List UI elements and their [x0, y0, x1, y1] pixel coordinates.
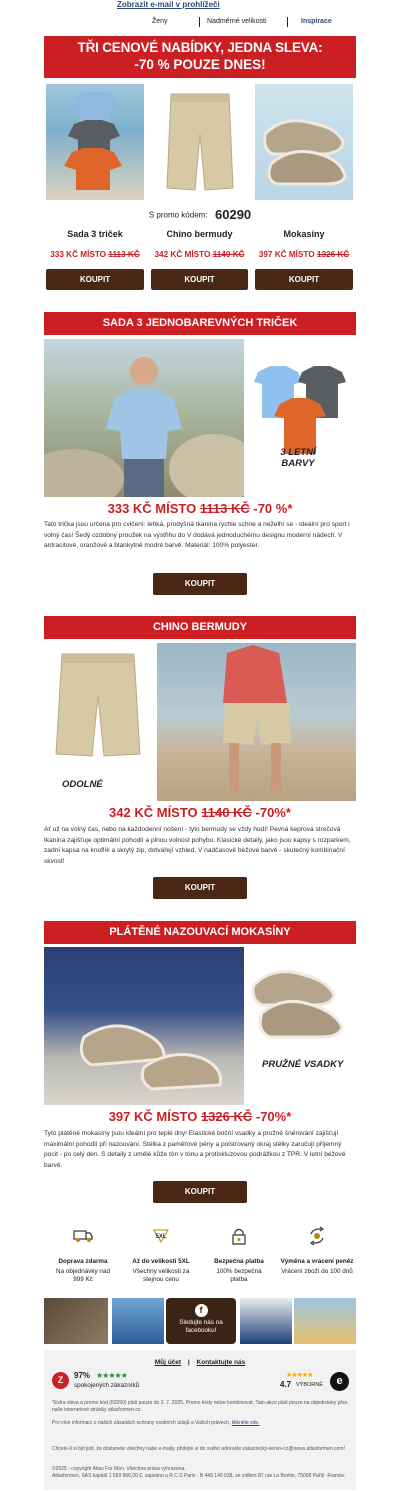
- moccasins-product-image[interactable]: [248, 955, 352, 1045]
- facebook-text: Sledujte nás na facebooku!: [179, 1319, 223, 1334]
- rating-text: spokojených zákazníků: [74, 1382, 140, 1389]
- hero-title-line2: -70 % POUZE DNES!: [134, 57, 266, 72]
- privacy-link[interactable]: klikněte zde.: [231, 1420, 260, 1426]
- hero-image-tshirts[interactable]: [46, 84, 144, 200]
- benefit-text: 100% bezpečná platba: [216, 1268, 262, 1283]
- nav-divider: [287, 17, 288, 27]
- strip-photo[interactable]: [294, 1298, 356, 1344]
- tshirts-trio-image[interactable]: [250, 362, 350, 457]
- section-description: Ať už na volný čas, nebo na každodenní nošení - tyto bermudy se vždy hodí! Pevná keprová strečová tkanina zajišťuje optimální pohodlí a plnou volnost pohybu. Klasické detaily, jako jsou kapsy s rozparkem, zadní kapsa na knoflík a skrytý zip, dotvářejí vzhled. V nadčasové béžové barvě - skutečný kombinační skvost!: [44, 826, 351, 865]
- my-account-link[interactable]: Můj účet: [154, 1359, 182, 1366]
- rating-stars-icon: ★★★★★: [96, 1371, 127, 1380]
- section-description: Tato trička jsou určena pro cvičení: lehká, prodyšná tkanina rychle schne a neželhí se - ideální pro sport i volný čas! Šedý ozdobný proužek na výstřihu do V dodává jednoduchému designu moderní nádech. V antracitové, oranžové a blankytně modré barvě. Materiál: 100% polyester.: [44, 521, 350, 549]
- benefit-item: [278, 1226, 356, 1276]
- benefits-row: [44, 1226, 356, 1296]
- section-price: [0, 501, 400, 516]
- address-book-note: Chcete-li si být jistí, že dostanete všechny naše e-maily, přidejte si do svého adresáře zákaznický-servis-cz@news.atlasformen.com!: [52, 1446, 345, 1452]
- promo-label: S promo kódem:: [148, 210, 208, 220]
- facebook-icon: f: [195, 1304, 208, 1317]
- footer-links: [44, 1359, 356, 1366]
- section-description: Tyto plátěné mokasíny jsou ideální pro teplé dny! Elastické boční vsadky a pružné šněrování zajišťují maximální pohodlí při nazouvání. Stélka z paměťové pěny a polstrovaný okraj stélky zaručují příjemný pocit - po celý den. S detaily z umělé kůže tón v tónu a protiskluzovou podrážkou z TPR. V letní béžové barvě.: [44, 1130, 346, 1169]
- moccasins-model-photo[interactable]: [44, 947, 244, 1105]
- bermudas-model-photo[interactable]: [157, 643, 356, 801]
- strip-photo[interactable]: [44, 1298, 108, 1344]
- rating-left: [52, 1371, 182, 1393]
- rating-right: [278, 1371, 352, 1395]
- hero-product-price: [255, 250, 353, 259]
- benefit-title: Až do velikosti 5XL: [132, 1258, 190, 1265]
- strip-photo[interactable]: [240, 1298, 292, 1344]
- shoes-on-pebbles-illustration: [44, 947, 244, 1105]
- nav-item-women[interactable]: Ženy: [152, 18, 168, 25]
- promo-code-row: [0, 206, 400, 224]
- hero-title-line1: TŘI CENOVÉ NABÍDKY, JEDNA SLEVA:: [77, 40, 323, 55]
- price-old: 1113 KČ: [199, 501, 250, 516]
- buy-button[interactable]: KOUPIT: [153, 877, 247, 899]
- section-title-bermudas: CHINO BERMUDY: [44, 616, 356, 639]
- price-discount: -70%*: [255, 805, 291, 820]
- tshirts-trio-illustration: [250, 362, 350, 457]
- price-old: 1140 KČ: [212, 250, 245, 259]
- price-now: 397 KČ MÍSTO: [258, 250, 315, 259]
- fine-print: *Extra sleva a promo kód (60290) platí pouze do 3. 7. 2025. Promo kódy nelze kombinovat. Tato akce platí pouze na objednávky přes naše internetové stránky atlasformen.cz.: [52, 1400, 348, 1413]
- nav-item-inspiration[interactable]: Inspirace: [301, 18, 332, 25]
- price-now: 342 KČ MÍSTO: [154, 250, 211, 259]
- rating-stars-icon: ★★★★★: [286, 1372, 313, 1379]
- hero-product-price: [151, 250, 248, 259]
- price-old: 1326 KČ: [200, 1109, 253, 1124]
- top-bar: [0, 0, 400, 12]
- privacy-note: [52, 1420, 348, 1427]
- tshirt-model-photo[interactable]: [44, 339, 244, 497]
- buy-button[interactable]: KOUPIT: [153, 1181, 247, 1203]
- section-price: [0, 805, 400, 820]
- price-discount: -70 %*: [253, 501, 293, 516]
- nav-item-plus-sizes[interactable]: Nadměrné velikosti: [207, 18, 267, 25]
- price-now: 333 KČ MÍSTO: [50, 250, 107, 259]
- hero-product-name: Sada 3 triček: [67, 229, 123, 239]
- hero-image-moccasins[interactable]: [255, 84, 353, 200]
- beach-model-illustration: [157, 643, 356, 801]
- tag-durable: ODOLNÉ: [62, 779, 103, 790]
- price-now: 333 KČ MÍSTO: [107, 501, 197, 516]
- benefit-item: [122, 1226, 200, 1284]
- moccasins-illustration: [255, 84, 353, 200]
- ekomi-logo-icon: e: [330, 1372, 349, 1391]
- model-illustration: [44, 339, 244, 497]
- tshirts-illustration: [46, 84, 144, 200]
- secure-lock-icon: [200, 1226, 278, 1246]
- section-title-tshirts: SADA 3 JEDNOBAREVNÝCH TRIČEK: [44, 312, 356, 335]
- rating-percent: 97%: [74, 1371, 91, 1380]
- section-title-moccasins: PLÁTĚNÉ NAZOUVACÍ MOKASÍNY: [44, 921, 356, 944]
- buy-button[interactable]: KOUPIT: [153, 573, 247, 595]
- facebook-follow-card[interactable]: [166, 1298, 236, 1344]
- bermudas-product-image[interactable]: [48, 650, 148, 760]
- rating-label: VÝBORNĚ: [296, 1382, 323, 1388]
- hero-product-price: [46, 250, 144, 259]
- delivery-truck-icon: [44, 1226, 122, 1246]
- strip-photo[interactable]: [112, 1298, 164, 1344]
- price-now: 397 KČ MÍSTO: [108, 1109, 198, 1124]
- hero-product-name: Mokasíny: [283, 229, 325, 239]
- benefit-title: Doprava zdarma: [58, 1258, 108, 1265]
- nav-divider: [199, 17, 200, 27]
- exchange-arrows-icon: [278, 1226, 356, 1246]
- price-discount: -70%*: [255, 1109, 292, 1124]
- buy-button[interactable]: KOUPIT: [46, 269, 144, 290]
- social-photo-strip: [44, 1298, 356, 1344]
- contact-link[interactable]: Kontaktujte nás: [196, 1359, 246, 1366]
- price-old: 1140 KČ: [201, 805, 252, 820]
- hero-product-name: Chino bermudy: [166, 229, 233, 239]
- bermudas-illustration: [151, 84, 248, 200]
- section-price: [0, 1109, 400, 1124]
- size-5xl-icon: [122, 1226, 200, 1246]
- buy-button[interactable]: KOUPIT: [151, 269, 248, 290]
- bermudas-flat-illustration: [48, 650, 148, 760]
- benefit-title: Bezpečná platba: [214, 1258, 264, 1265]
- rating-logo-icon: Z: [52, 1372, 69, 1389]
- footer: [44, 1350, 356, 1490]
- benefit-title: Výměna a vrácení peněz: [280, 1258, 354, 1265]
- promo-code: 60290: [215, 207, 252, 223]
- view-in-browser-link[interactable]: Zobrazit e-mail v prohlížeči: [117, 0, 220, 9]
- price-now: 342 KČ MÍSTO: [109, 805, 198, 820]
- price-old: 1326 KČ: [316, 250, 350, 259]
- benefit-text: Všechny velikosti za stejnou cenu: [132, 1268, 190, 1283]
- footer-link-divider: |: [187, 1359, 190, 1366]
- benefit-text: Na objednávky nad 999 Kč: [56, 1268, 110, 1283]
- price-old: 1113 KČ: [108, 250, 140, 259]
- company-address: Atlasformen, SAS kapitál 1 659 866,00 €, zapsáno u R.C.S Paris - B 449 149 038, se sídlem 87 rue La Boétie, 75008 Paříž -Francie.: [52, 1473, 346, 1479]
- tag-elastic-inserts: PRUŽNÉ VSADKY: [262, 1059, 344, 1070]
- privacy-text: Pro více informací o našich zásadách ochrany osobních údajů a Vašich právech,: [52, 1420, 231, 1426]
- benefit-text: Vrácení zboží do 100 dnů: [281, 1268, 353, 1275]
- benefit-item: [200, 1226, 278, 1284]
- hero-image-bermudas[interactable]: [151, 84, 248, 200]
- hero-banner: [44, 36, 356, 78]
- copyright: ©2025 - copyright Atlas For Men. Všechna práva vyhrazena.: [52, 1466, 186, 1472]
- svg-text:5XL: 5XL: [155, 1234, 167, 1240]
- benefit-item: [44, 1226, 122, 1284]
- top-nav: [0, 16, 400, 30]
- moccasins-pair-illustration: [248, 955, 352, 1045]
- tag-three-colors: 3 LETNÍ BARVY: [280, 447, 316, 469]
- rating-score: 4.7: [280, 1380, 292, 1389]
- buy-button[interactable]: KOUPIT: [255, 269, 353, 290]
